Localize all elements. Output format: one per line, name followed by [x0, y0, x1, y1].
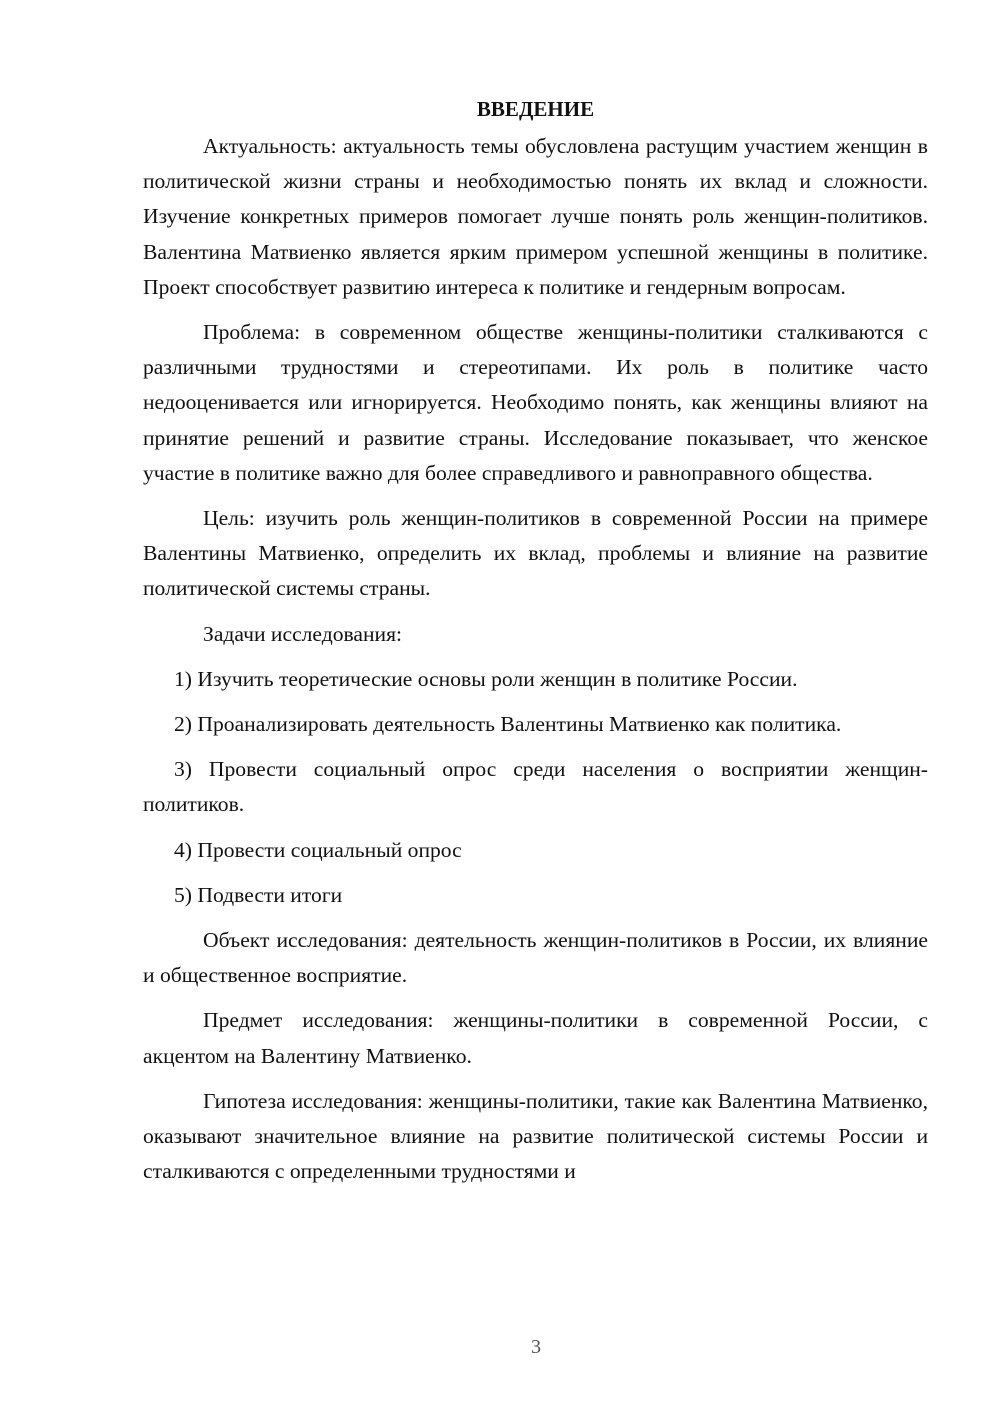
paragraph-relevance: Актуальность: актуальность темы обусловлена растущим участием женщин в политической жизни страны и необходимостью понять их вклад и сложности. Изучение конкретных примеров помогает лучше понять роль женщин-политиков. Валентина Матвиенко является ярким примером успешной женщины в политике. Проект способствует развитию интереса к политике и гендерным вопросам. [143, 134, 928, 299]
task-item-3: 3) Провести социальный опрос среди населения о восприятии женщин-политиков. [143, 757, 928, 817]
paragraph-goal: Цель: изучить роль женщин-политиков в современной России на примере Валентины Матвиенко, определить их вклад, проблемы и влияние на развитие политической системы страны. [143, 506, 928, 601]
paragraph-tasks-intro: Задачи исследования: [203, 621, 403, 646]
section-heading: ВВЕДЕНИЕ [476, 97, 595, 121]
page-number: 3 [531, 1336, 541, 1358]
task-item-5: 5) Подвести итоги [174, 882, 343, 907]
paragraph-hypothesis: Гипотеза исследования: женщины-политики, такие как Валентина Матвиенко, оказывают значительное влияние на развитие политической системы России и сталкиваются с определенными трудностями и [143, 1088, 928, 1184]
paragraph-problem: Проблема: в современном обществе женщины-политики сталкиваются с различными трудностями и стереотипами. Их роль в политике часто недооценивается или игнорируется. Необходимо понять, как женщины влияют на принятие решений и развитие страны. Исследование показывает, что женское участие в политике важно для более справедливого и равноправного общества. [143, 320, 928, 485]
task-item-1: 1) Изучить теоретические основы роли женщин в политике России. [174, 666, 798, 691]
task-item-2: 2) Проанализировать деятельность Валентины Матвиенко как политика. [174, 712, 842, 737]
document-body [143, 92, 928, 1199]
paragraph-subject: Предмет исследования: женщины-политики в современной России, с акцентом на Валентину Матвиенко. [143, 1008, 928, 1068]
task-item-4: 4) Провести социальный опрос [174, 837, 462, 862]
paragraph-object: Объект исследования: деятельность женщин-политиков в России, их влияние и общественное восприятие. [143, 928, 928, 988]
